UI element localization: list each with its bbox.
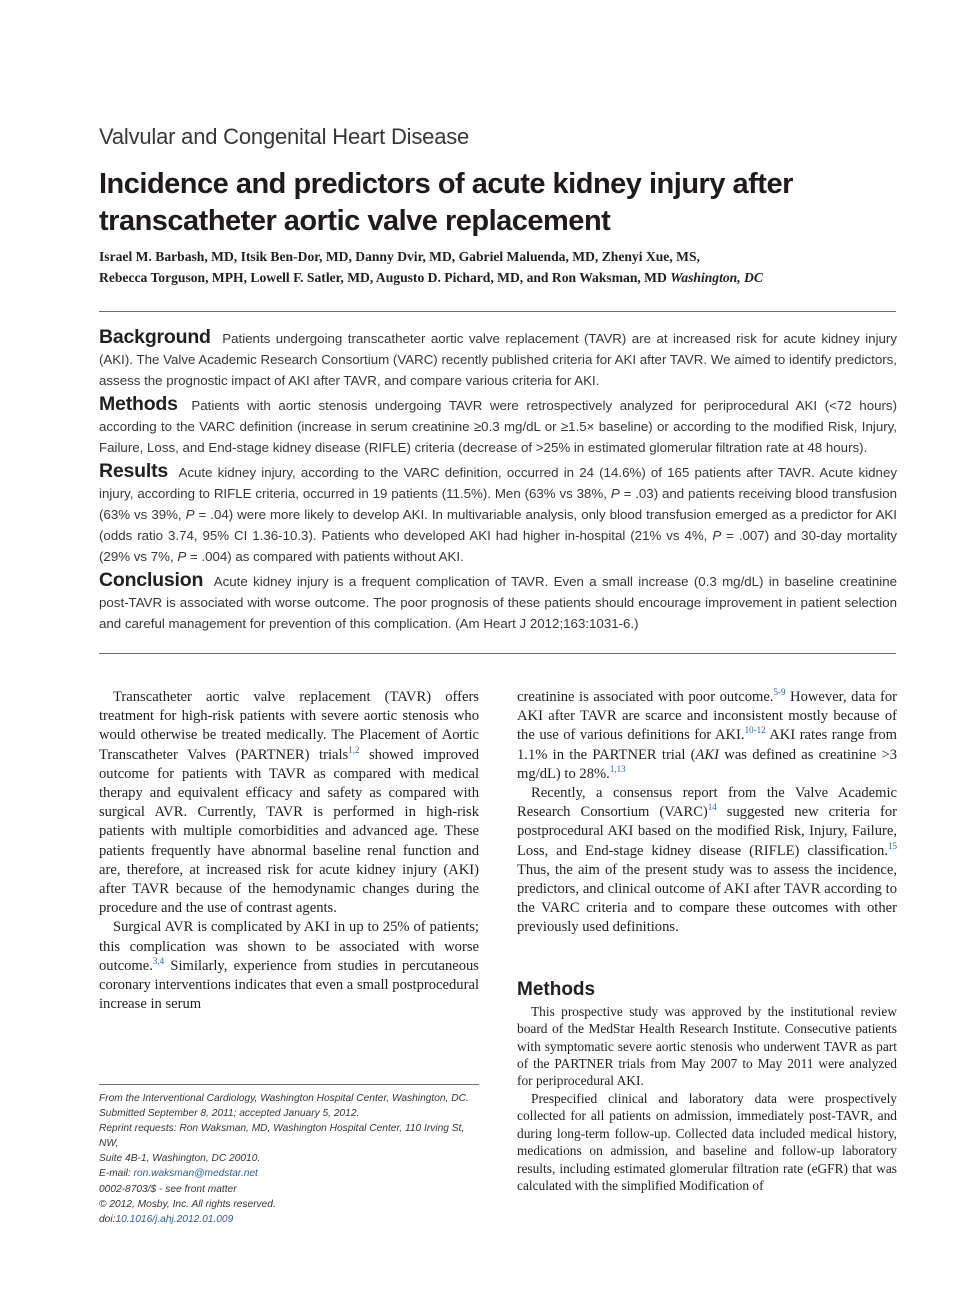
body-paragraph: This prospective study was approved by the institutional review board of the MedStar Health Research Institute. Consecutive patients with symptomatic severe aortic stenosis who underwent TAVR as part of the PARTNER trials from May 2007 to May 2011 were analyzed for periprocedural AKI.	[517, 1003, 897, 1089]
p-value-symbol: P	[185, 507, 195, 522]
abstract-background	[99, 327, 897, 391]
body-paragraph	[517, 784, 897, 938]
abstract-heading-conclusion: Conclusion	[99, 569, 204, 591]
footnote-email	[99, 1166, 479, 1181]
citation-link[interactable]: 1,13	[609, 763, 626, 774]
abstract-heading-methods: Methods	[99, 393, 178, 415]
body-text: Similarly, experience from studies in percutaneous coronary interventions indicates that even a small postprocedural increase in serum	[99, 957, 479, 1013]
body-paragraph: Prespecified clinical and laboratory data were prospectively collected for all patients on admission, immediately post-TAVR, and during long-term follow-up. Collected data included medical history, medications on admission, and baseline and follow-up laboratory results, including estimated glomerular filtration rate (eGFR) that was calculated with the simplified Modification of	[517, 1090, 897, 1193]
abstract-text-results-4: = .007) and 30-day mortality (29% vs 7%,	[99, 528, 897, 564]
abstract-text-conclusion: Acute kidney injury is a frequent complication of TAVR. Even a small increase (0.3 mg/dL) in baseline creatinine post-TAVR is associated with worse outcome. The poor prognosis of these patients should encourage improvement in patient selection and careful management for prevention of this complication. (Am Heart J 2012;163:1031-6.)	[99, 574, 897, 631]
abstract-text-results-2: = .03) and patients receiving blood transfusion (63% vs 39%,	[99, 486, 898, 522]
abstract-text-methods: Patients with aortic stenosis undergoing TAVR were retrospectively analyzed for periprocedural AKI (<72 hours) according to the VARC definition (increase in serum creatinine ≥0.3 mg/dL or ≥1.5× baseline) or according to the modified Risk, Injury, Failure, Loss, and End-stage kidney disease (RIFLE) criteria (decrease of >25% in estimated glomerular filtration rate at 48 hours).	[99, 398, 897, 455]
footnotes	[99, 1091, 479, 1227]
doi-link[interactable]: 10.1016/j.ahj.2012.01.009	[115, 1213, 234, 1225]
p-value-symbol: P	[712, 528, 722, 543]
body-text: AKI rates range from 1.1% in the PARTNER trial (	[517, 727, 897, 763]
footnote-reprint-2: Suite 4B-1, Washington, DC 20010.	[99, 1153, 261, 1165]
body-text: Surgical AVR is complicated by AKI in up to 25% of patients; this complication was shown to be associated with worse outcome.	[99, 919, 479, 974]
footnote-divider	[99, 1084, 479, 1085]
footnote-reprint-1: Reprint requests: Ron Waksman, MD, Washington Hospital Center, 110 Irving St, NW,	[99, 1123, 465, 1150]
divider-top	[99, 311, 896, 312]
body-text: Thus, the aim of the present study was to assess the incidence, predictors, and clinical outcome of AKI after TAVR according to the VARC criteria and to compare these outcomes with other previously used definitions.	[517, 861, 897, 936]
citation-link[interactable]: 10-12	[744, 725, 766, 736]
body-text: suggested new criteria for postprocedural AKI based on the modified Risk, Injury, Failure, Loss, and End-stage kidney disease (RIFLE) classification.	[517, 804, 897, 859]
body-paragraph	[99, 918, 479, 1014]
abstract-conclusion	[99, 570, 897, 634]
body-text-italic: AKI	[695, 746, 720, 763]
abstract-text-results-5: = .004) as compared with patients without AKI.	[189, 549, 464, 564]
author-list	[99, 246, 899, 288]
body-paragraph	[517, 688, 897, 784]
doi-label: doi:	[99, 1213, 116, 1225]
email-label: E-mail:	[99, 1168, 131, 1180]
citation-link[interactable]: 15	[888, 840, 897, 851]
section-label: Valvular and Congenital Heart Disease	[99, 124, 470, 149]
body-text: showed improved outcome for patients with TAVR as compared with medical therapy and equivalent efficacy and safety as compared with surgical AVR. Currently, TAVR is performed in high-risk patients with multiple comorbidities and advanced age. These patients frequently have abnormal baseline renal function and are, therefore, at increased risk for acute kidney injury (AKI) after TAVR because of the hemodynamic changes during the procedure and the use of contrast agents.	[99, 746, 479, 917]
citation-link[interactable]: 14	[707, 802, 717, 813]
abstract-heading-results: Results	[99, 460, 169, 482]
author-line-1: Israel M. Barbash, MD, Itsik Ben-Dor, MD, Danny Dvir, MD, Gabriel Maluenda, MD, Zhenyi Xue, MS,	[99, 249, 700, 264]
author-line-2	[99, 267, 899, 288]
body-text: was defined as creatinine >3 mg/dL) to 28%.	[517, 746, 897, 782]
citation-link[interactable]: 1,2	[348, 744, 360, 755]
article-title: Incidence and predictors of acute kidney injury after transcatheter aortic valve replacement	[99, 168, 793, 237]
author-location: Washington, DC	[670, 270, 763, 285]
footnote-doi	[99, 1212, 479, 1227]
p-value-symbol: P	[177, 549, 187, 564]
body-column-left	[99, 688, 479, 1014]
body-text: Transcatheter aortic valve replacement (TAVR) offers treatment for high-risk patients with severe aortic stenosis who would otherwise be treated medically. The Placement of Aortic Transcatheter Valves (PARTNER) trials	[99, 689, 479, 763]
footnote-issn: 0002-8703/$ - see front matter	[99, 1183, 237, 1195]
abstract-heading-background: Background	[99, 326, 211, 348]
footnote-submitted: Submitted September 8, 2011; accepted January 5, 2012.	[99, 1108, 360, 1120]
p-value-symbol: P	[610, 486, 620, 501]
divider-abstract	[99, 653, 896, 654]
footnote-copyright: © 2012, Mosby, Inc. All rights reserved.	[99, 1198, 276, 1210]
footnote-affiliation: From the Interventional Cardiology, Washington Hospital Center, Washington, DC.	[99, 1093, 469, 1104]
abstract	[99, 327, 897, 637]
body-text: creatinine is associated with poor outcome.	[517, 689, 774, 705]
email-link[interactable]: ron.waksman@medstar.net	[133, 1168, 258, 1180]
abstract-results	[99, 461, 897, 567]
body-column-right	[517, 688, 897, 1194]
body-paragraph	[99, 688, 479, 918]
citation-link[interactable]: 5-9	[773, 687, 786, 697]
abstract-text-results-3: = .04) were more likely to develop AKI. In multivariable analysis, only blood transfusion emerged as a predictor for AKI (odds ratio 3.74, 95% CI 1.36-10.3). Patients who developed AKI had higher in-hospital (21% vs 4%,	[99, 507, 897, 543]
body-text: Recently, a consensus report from the Valve Academic Research Consortium (VARC)	[517, 785, 897, 821]
citation-link[interactable]: 3,4	[152, 955, 165, 966]
body-text: However, data for AKI after TAVR are scarce and inconsistent mostly because of the use of various definitions for AKI.	[517, 689, 897, 744]
author-line-2-names: Rebecca Torguson, MPH, Lowell F. Satler, MD, Augusto D. Pichard, MD, and Ron Waksman, MD	[99, 270, 667, 285]
section-heading-methods: Methods	[517, 978, 596, 1000]
abstract-text-background: Patients undergoing transcatheter aortic valve replacement (TAVR) are at increased risk for acute kidney injury (AKI). The Valve Academic Research Consortium (VARC) recently published criteria for AKI after TAVR. We aimed to identify predictors, assess the prognostic impact of AKI after TAVR, and compare various criteria for AKI.	[99, 331, 897, 388]
abstract-methods	[99, 394, 897, 458]
abstract-text-results-1: Acute kidney injury, according to the VARC definition, occurred in 24 (14.6%) of 165 patients after TAVR. Acute kidney injury, according to RIFLE criteria, occurred in 19 patients (11.5%). Men (63% vs 38%,	[99, 465, 897, 501]
